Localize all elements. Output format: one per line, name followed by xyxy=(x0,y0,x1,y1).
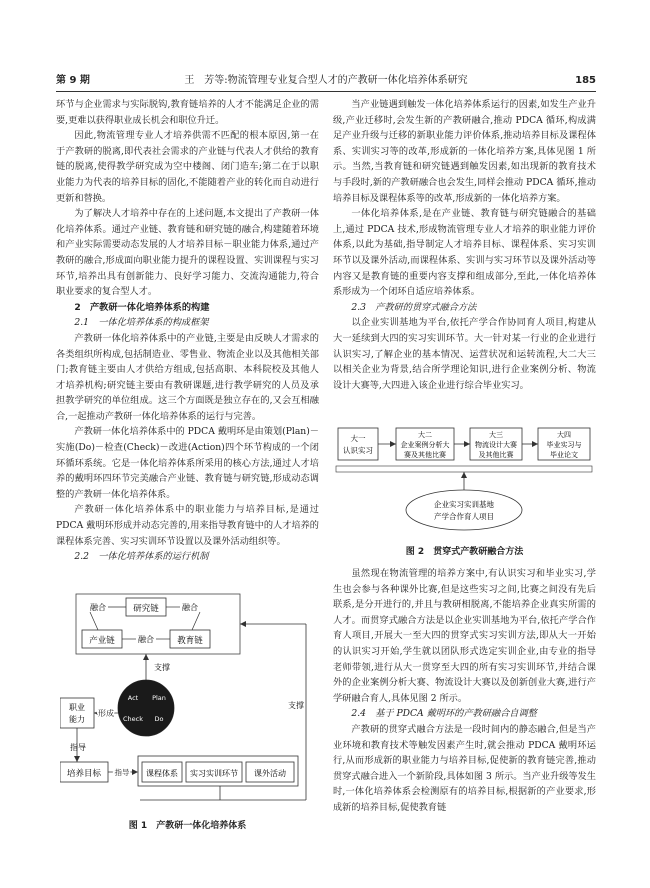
right-column-lower xyxy=(333,566,596,816)
year-4-label: 大四 xyxy=(557,431,571,439)
paragraph: 为了解决人才培养中存在的上述问题,本文提出了产教研一体化培养体系。通过产业链、教育链和研究链的融合,构建随着环境和产业实际需要动态发展的人才培养目标－职业能力体系,通过产教研的融合,形成面向职业能力提升的课程设置、实训课程与实习环节,培养出具有创新能力、良好学习能力、交流沟通能力,符合职业要求的复合型人才。 xyxy=(56,208,319,298)
year-2-label: 大二 xyxy=(418,431,432,439)
year-4-activity: 毕业论文 xyxy=(550,451,578,459)
running-title: 王 芳等:物流管理专业复合型人才的产教研一体化培养体系研究 xyxy=(184,75,468,86)
year-1-box xyxy=(338,428,378,460)
paragraph: 产教研一体化培养体系中的产业链,主要是由反映人才需求的各类组织所构成,包括制造业、零售业、物流企业以及其他相关部门;教育链主要由人才供给方组成,包括高职、本科院校及其他人才培养机构;研究链主要由有教研课题,进行教学研究的人员及承担教学研究的单位组成。这三个方面既是独立存在的,又会互相融合,一起推动产教研一体化培养体系的运行与完善。 xyxy=(56,332,319,422)
issue-number: 第 9 期 xyxy=(56,75,90,86)
header-rule xyxy=(56,91,596,92)
arrowhead xyxy=(390,441,396,447)
timeline-bar xyxy=(336,466,592,472)
running-header xyxy=(56,73,596,89)
arrowhead xyxy=(132,769,138,775)
arrowhead xyxy=(461,472,467,478)
paragraph: 虽然现在物流管理的培养方案中,有认识实习和毕业实习,学生也会参与各种课外比赛,但是这些实习之间,比赛之间没有先后联系,是分开进行的,并且与教研相脱离,不能培养企业真实所需的人才。而贯穿式融合方法是以企业实训基地为平台,依托产学合作育人项目,开展大一至大四的贯穿式实习实训方法,即从大一开始的认识实习开始,学生就以团队形式选定实训企业,由专业的指导老师带领,进行从大一贯穿至大四的所有实习实训环节,并结合课外的企业案例分析大赛、物流设计大赛以及创新创业大赛,进行产学研融合育人,具体见图 2 所示。 xyxy=(333,568,596,704)
year-3-activity: 物流设计大赛 xyxy=(475,441,517,449)
training-base-label: 企业实习实训基地 xyxy=(434,500,494,509)
pdca-check-label: Check xyxy=(123,715,143,723)
year-3-activity: 及其他比赛 xyxy=(478,451,514,459)
pdca-act-label: Act xyxy=(127,694,139,702)
vocational-ability-label: 职业 xyxy=(69,703,85,712)
left-column xyxy=(56,97,319,565)
subsection-heading: 2.4 基于 PDCA 戴明环的产教研融合自调整 xyxy=(351,708,537,720)
year-1-activity: 认识实习 xyxy=(343,446,373,455)
pdca-do-label: Do xyxy=(154,715,164,723)
year-3-label: 大三 xyxy=(489,431,503,439)
year-1-label: 大一 xyxy=(350,434,366,443)
paragraph: 产教研一体化培养体系中的职业能力与培养目标,是通过 PDCA 戴明环形成并动态完善的,用来指导教育链中的人才培养的课程体系完善、实习实训环节设置以及课外活动组织等。 xyxy=(56,504,319,547)
internship-label: 实习实训环节 xyxy=(190,769,238,778)
fuse-label: 融合 xyxy=(182,603,198,612)
arrowhead xyxy=(240,621,246,627)
year-2-activity: 企业案例分析大 xyxy=(400,441,450,449)
year-4-activity: 毕业实习与 xyxy=(546,441,582,449)
arrowhead xyxy=(532,441,538,447)
subsection-heading: 2.1 一体化培养体系的构成框架 xyxy=(74,317,209,329)
education-chain-label: 教育链 xyxy=(177,636,203,646)
vocational-ability-label: 能力 xyxy=(69,715,85,724)
connector xyxy=(192,612,200,630)
pdca-plan-label: Plan xyxy=(152,694,166,702)
paragraph: 因此,物流管理专业人才培养供需不匹配的根本原因,第一在于产教研的脱离,即代表社会需求的产业链与代表人才供给的教育链的脱离,使得教学研究成为空中楼阁、闭门造车;第二在于以职业能力为代表的培养目标的固化,不能随着产业的转化而自动进行更新和替换。 xyxy=(56,130,319,204)
paragraph: 以企业实训基地为平台,依托产学合作协同育人项目,构建从大一延续到大四的实习实训环节。大一针对某一行业的企业进行认识实习,了解企业的基本情况、运营状况和运转流程,大二大三以相关企业为背景,结合所学理论知识,进行企业案例分析、物流设计大赛等,大四进入该企业进行综合毕业实习。 xyxy=(333,317,596,391)
guide-label: 指导 xyxy=(70,743,86,752)
fuse-label: 融合 xyxy=(90,603,106,612)
figure-2-diagram xyxy=(334,424,594,534)
support-label: 支撑 xyxy=(288,701,304,710)
fuse-label: 融合 xyxy=(138,635,154,644)
page-number: 185 xyxy=(575,75,596,86)
cooperation-project-label: 产学合作育人项目 xyxy=(434,512,494,521)
training-goal-label: 培养目标 xyxy=(66,769,102,779)
paragraph: 一体化培养体系,是在产业链、教育链与研究链融合的基础上,通过 PDCA 技术,形成物流管理专业人才培养的职业能力评价体系,以此为基础,指导制定人才培养目标、课程体系、实习实训环节以及课外活动,而课程体系、实训与实习环节以及课外活动等内容又是教育链的重要内容支撑和组成部分,至此,一体化培养体系形成为一个闭环自适应培养体系。 xyxy=(333,208,596,298)
figure-2-caption: 图 2 贯穿式产教研融合方法 xyxy=(405,547,524,557)
arrowhead xyxy=(143,654,149,660)
paragraph: 产教研的贯穿式融合方法是一段时间内的静态融合,但是当产业环境和教育技术等触发因素产生时,就会推动 PDCA 戴明环运行,从而形成新的职业能力与培养目标,促使新的教育链完善,推动贯穿式融合进入一个新阶段,具体如图 3 所示。当产业升级等发生时,一体化培养体系会检测原有的培养目标,根据新的产业要求,形成新的培养目标,促使教育链 xyxy=(333,723,596,813)
curriculum-label: 课程体系 xyxy=(146,769,178,778)
year-2-activity: 赛及其他比赛 xyxy=(404,451,446,459)
paragraph: 产教研一体化培养体系中的 PDCA 戴明环是由策划(Plan)－实施(Do)－检查(Check)－改进(Action)四个环节构成的一个闭环循环系统。它是一体化培养体系所采用的核心方法,通过人才培养的戴明环四环节完美融合产业链、教育链与研究链,形成动态调整的产教研一体化培养体系。 xyxy=(56,426,319,500)
paragraph: 当产业链遇到触发一体化培养体系运行的因素,如发生产业升级,产业迁移时,会发生新的产教研融合,推动 PDCA 循环,构成满足产业升级与迁移的新职业能力评价体系,推动培养目标及课程体系、实训实习等的改革,形成新的一体化培养方案,具体见图 1 所示。当然,当教育链和研究链遇到触发因素,如出现新的教育技术与手段时,新的产教研融合也会发生,同样会推动 PDCA 循环,推动培养目标及课程体系等的改革,形成新的一体化培养方案。 xyxy=(333,99,596,204)
extracurricular-label: 课外活动 xyxy=(254,769,286,778)
subsection-heading: 2.3 产教研的贯穿式融合方法 xyxy=(351,301,477,313)
training-base-ellipse xyxy=(406,490,522,530)
paragraph: 环节与企业需求与实际脱钩,教育链培养的人才不能满足企业的需要,更难以获得职业成长机会和职位升迁。 xyxy=(56,99,319,126)
right-column xyxy=(333,97,596,393)
figure-1-caption: 图 1 产教研一体化培养体系 xyxy=(128,821,247,831)
form-label: 形成 xyxy=(98,709,114,718)
industry-chain-label: 产业链 xyxy=(89,636,115,646)
arrowhead xyxy=(74,756,80,762)
research-chain-label: 研究链 xyxy=(133,604,159,614)
support-label: 支撑 xyxy=(154,663,170,672)
connector xyxy=(90,612,98,630)
arrowhead xyxy=(464,441,470,447)
section-heading: 2 产教研一体化培养体系的构建 xyxy=(74,301,210,313)
subsection-heading: 2.2 一体化培养体系的运行机制 xyxy=(74,551,209,563)
figure-1-diagram xyxy=(60,590,315,820)
guide-label: 指导 xyxy=(114,768,130,777)
